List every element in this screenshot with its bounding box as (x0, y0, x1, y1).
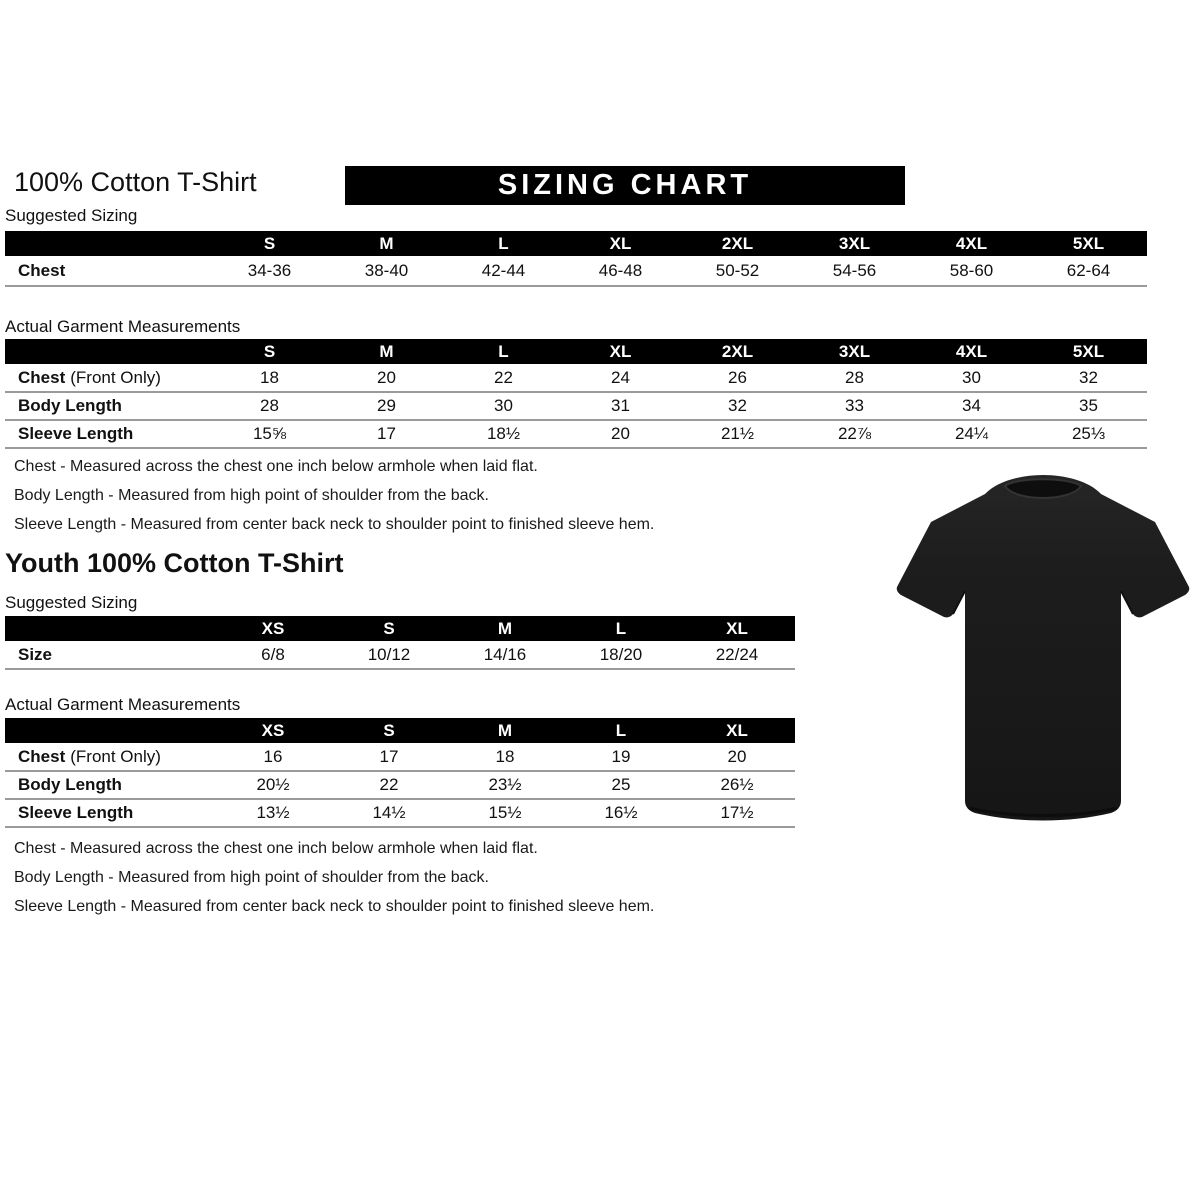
row-label (5, 743, 215, 771)
measurement-cell: 15⅝ (211, 420, 328, 448)
size-header: 3XL (796, 231, 913, 256)
table-row (5, 771, 795, 799)
measurement-cell: 18½ (445, 420, 562, 448)
size-header: L (563, 616, 679, 641)
measurement-cell: 18 (447, 743, 563, 771)
measurement-cell: 20 (562, 420, 679, 448)
note-chest: Chest - Measured across the chest one inch below armhole when laid flat. (14, 840, 538, 857)
size-header: 5XL (1030, 339, 1147, 364)
measurement-cell: 18 (211, 364, 328, 392)
measurement-cell: 22⅞ (796, 420, 913, 448)
row-label: Size (5, 641, 215, 669)
row-label: Chest (5, 256, 211, 286)
measurement-cell: 58-60 (913, 256, 1030, 286)
youth-actual-table (5, 718, 795, 828)
measurement-cell: 25⅓ (1030, 420, 1147, 448)
measurement-cell: 38-40 (328, 256, 445, 286)
youth-notes (14, 840, 654, 927)
note-sleeve-length: Sleeve Length - Measured from center back neck to shoulder point to finished sleeve hem. (14, 898, 655, 915)
size-header: XL (679, 616, 795, 641)
size-header: 4XL (913, 231, 1030, 256)
row-label: Sleeve Length (5, 799, 215, 827)
measurement-cell: 25 (563, 771, 679, 799)
note-body-length: Body Length - Measured from high point of shoulder from the back. (14, 869, 489, 886)
measurement-cell: 18/20 (563, 641, 679, 669)
measurement-cell: 62-64 (1030, 256, 1147, 286)
measurement-cell: 29 (328, 392, 445, 420)
tshirt-body (897, 475, 1190, 821)
size-header: M (447, 616, 563, 641)
size-header: 3XL (796, 339, 913, 364)
youth-suggested-table (5, 616, 795, 670)
size-header: 2XL (679, 231, 796, 256)
size-header: M (447, 718, 563, 743)
measurement-cell: 22 (331, 771, 447, 799)
table-row (5, 641, 795, 669)
size-header: L (445, 339, 562, 364)
header-row (5, 718, 795, 743)
corner-cell (5, 616, 215, 641)
measurement-cell: 32 (1030, 364, 1147, 392)
measurement-cell: 14½ (331, 799, 447, 827)
table-row (5, 392, 1147, 420)
table-row (5, 256, 1147, 286)
measurement-cell: 46-48 (562, 256, 679, 286)
row-label-suffix: (Front Only) (70, 746, 161, 766)
row-label (5, 364, 211, 392)
row-label-suffix: (Front Only) (70, 367, 161, 387)
sizing-chart-banner: SIZING CHART (345, 166, 905, 205)
size-header: L (563, 718, 679, 743)
measurement-cell: 10/12 (331, 641, 447, 669)
size-header: S (211, 231, 328, 256)
tshirt-svg (893, 470, 1193, 835)
size-header: M (328, 231, 445, 256)
measurement-cell: 30 (913, 364, 1030, 392)
adult-suggested-table (5, 231, 1147, 287)
note-chest: Chest - Measured across the chest one inch below armhole when laid flat. (14, 458, 538, 475)
table-row (5, 420, 1147, 448)
row-label: Body Length (5, 392, 211, 420)
note-sleeve-length: Sleeve Length - Measured from center back neck to shoulder point to finished sleeve hem. (14, 516, 655, 533)
row-label-text: Chest (18, 746, 66, 766)
header-row (5, 339, 1147, 364)
table-row (5, 364, 1147, 392)
header-row (5, 231, 1147, 256)
table-row (5, 743, 795, 771)
adult-actual-label: Actual Garment Measurements (5, 317, 241, 336)
corner-cell (5, 339, 211, 364)
black-tshirt-image (893, 470, 1193, 834)
measurement-cell: 17 (331, 743, 447, 771)
measurement-cell: 50-52 (679, 256, 796, 286)
row-label-text: Chest (18, 367, 66, 387)
size-header: XL (562, 231, 679, 256)
measurement-cell: 30 (445, 392, 562, 420)
measurement-cell: 42-44 (445, 256, 562, 286)
measurement-cell: 24¼ (913, 420, 1030, 448)
adult-suggested-label: Suggested Sizing (5, 206, 138, 225)
measurement-cell: 31 (562, 392, 679, 420)
size-header: XS (215, 616, 331, 641)
corner-cell (5, 718, 215, 743)
measurement-cell: 32 (679, 392, 796, 420)
row-label: Sleeve Length (5, 420, 211, 448)
measurement-cell: 35 (1030, 392, 1147, 420)
adult-notes (14, 458, 654, 545)
measurement-cell: 26½ (679, 771, 795, 799)
adult-actual-table (5, 339, 1147, 449)
size-header: S (331, 616, 447, 641)
size-header: 2XL (679, 339, 796, 364)
youth-suggested-label: Suggested Sizing (5, 593, 138, 612)
measurement-cell: 24 (562, 364, 679, 392)
size-header: 4XL (913, 339, 1030, 364)
measurement-cell: 19 (563, 743, 679, 771)
size-header: L (445, 231, 562, 256)
size-header: XS (215, 718, 331, 743)
table-row (5, 799, 795, 827)
size-header: XL (562, 339, 679, 364)
measurement-cell: 34-36 (211, 256, 328, 286)
measurement-cell: 26 (679, 364, 796, 392)
header-row (5, 616, 795, 641)
note-body-length: Body Length - Measured from high point of shoulder from the back. (14, 487, 489, 504)
measurement-cell: 15½ (447, 799, 563, 827)
measurement-cell: 13½ (215, 799, 331, 827)
measurement-cell: 17½ (679, 799, 795, 827)
measurement-cell: 28 (796, 364, 913, 392)
measurement-cell: 20 (679, 743, 795, 771)
measurement-cell: 34 (913, 392, 1030, 420)
size-header: 5XL (1030, 231, 1147, 256)
size-header: S (331, 718, 447, 743)
adult-section-title: 100% Cotton T-Shirt (14, 167, 257, 197)
measurement-cell: 21½ (679, 420, 796, 448)
measurement-cell: 22/24 (679, 641, 795, 669)
youth-actual-label: Actual Garment Measurements (5, 695, 241, 714)
row-label: Body Length (5, 771, 215, 799)
measurement-cell: 22 (445, 364, 562, 392)
size-header: XL (679, 718, 795, 743)
measurement-cell: 16½ (563, 799, 679, 827)
youth-section-title: Youth 100% Cotton T-Shirt (5, 548, 344, 578)
measurement-cell: 28 (211, 392, 328, 420)
size-header: M (328, 339, 445, 364)
measurement-cell: 33 (796, 392, 913, 420)
measurement-cell: 20 (328, 364, 445, 392)
corner-cell (5, 231, 211, 256)
measurement-cell: 6/8 (215, 641, 331, 669)
measurement-cell: 17 (328, 420, 445, 448)
measurement-cell: 54-56 (796, 256, 913, 286)
size-header: S (211, 339, 328, 364)
measurement-cell: 16 (215, 743, 331, 771)
measurement-cell: 23½ (447, 771, 563, 799)
measurement-cell: 14/16 (447, 641, 563, 669)
measurement-cell: 20½ (215, 771, 331, 799)
